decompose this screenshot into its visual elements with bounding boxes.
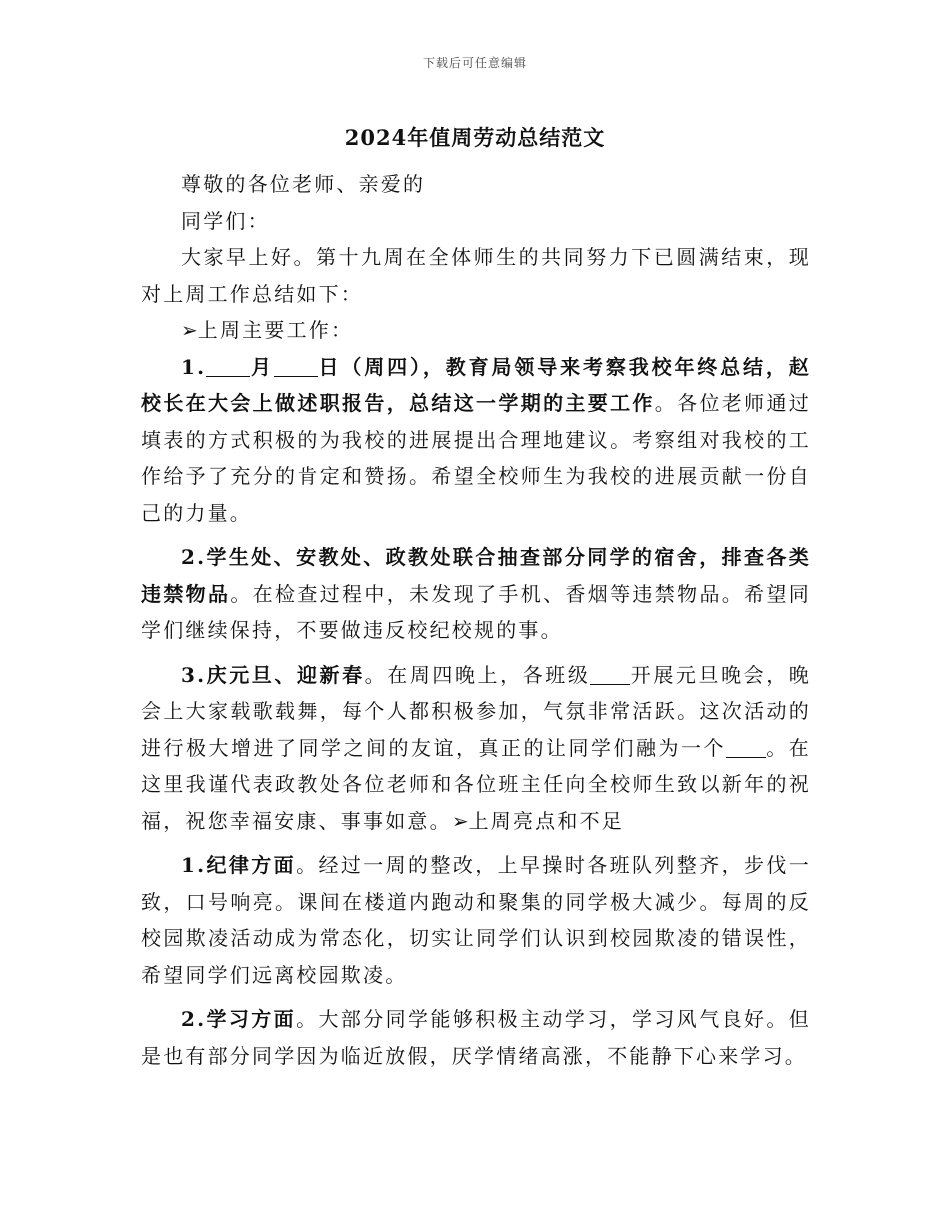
blank-line [206, 354, 250, 377]
greeting-line-2: 同学们： [181, 208, 270, 233]
discipline-text: 。经过一周的整改，上早操时各班队列整齐，步伐一致，口号响亮。课间在楼道内跑动和聚集的同学极大减少。每周的反校园欺凌活动成为常态化，切实让同学们认识到校园欺凌的错误性，希望同学们远离校园欺凌。 [141, 853, 811, 987]
study-text: 。大部分同学能够积极主动学习，学习风气良好。但是也有部分同学因为临近放假，厌学情绪高涨，不能静下心来学习。 [141, 1007, 811, 1068]
arrow-bullet-icon: ➢ [451, 808, 469, 833]
item-3-bold: 3.庆元旦、迎新春 [181, 662, 365, 687]
item-3-text-b: 开展元旦晚会，晚会上大家载歌载舞，每个人都积极参加，气氛非常活跃。这次活动的进行极大增进了同学之间的友谊，真正的让同学们融为一个 [141, 662, 811, 760]
item-2-text: 。在检查过程中，未发现了手机、香烟等违禁物品。希望同学们继续保持，不要做违反校纪校规的事。 [141, 581, 811, 642]
document-title: 2024年值周劳动总结范文 [344, 125, 606, 150]
section-heading-text: 上周主要工作： [197, 318, 354, 342]
item-3-text-c: 。在这里我谨代表政教处各位老师和各位班主任向全校师生致以新年的祝福，祝您幸福安康、事事如意。 [141, 735, 811, 833]
paragraph-study [141, 1001, 811, 1074]
paragraph-discipline [141, 847, 811, 993]
item-1-text: 。各位老师通过填表的方式积极的为我校的进展提出合理地建议。考察组对我校的工作给予了充分的肯定和赞扬。希望全校师生为我校的进展贡献一份自己的力量。 [141, 391, 811, 525]
document-body [141, 166, 811, 1082]
item-1-bold-a: 月 [250, 354, 274, 379]
blank-line [274, 354, 318, 377]
blank-line [590, 662, 630, 685]
intro-paragraph: 大家早上好。第十九周在全体师生的共同努力下已圆满结束，现对上周工作总结如下： [141, 245, 811, 306]
blank-line [726, 735, 766, 758]
discipline-bold: 1.纪律方面 [181, 853, 297, 877]
item-1-bold-b: 日（周四），教育局领导来考察我校年终总结，赵校长在大会上做述职报告，总结这一学期的主要工作 [141, 354, 811, 415]
section-heading-main-work [141, 312, 811, 349]
paragraph-item-2 [141, 539, 811, 649]
item-2-bold: 2.学生处、安教处、政教处联合抽查部分同学的宿舍，排查各类违禁物品 [141, 545, 811, 606]
paragraph-item-1 [141, 349, 811, 532]
header-note: 下载后可任意编辑 [422, 56, 527, 70]
paragraph-item-3 [141, 657, 811, 840]
item-1-number: 1. [181, 354, 207, 379]
greeting-line-1: 尊敬的各位老师、亲爱的 [181, 172, 426, 196]
arrow-bullet-icon: ➢ [181, 318, 198, 342]
item-3-text-a: 。在周四晚上，各班级 [364, 662, 591, 687]
section-heading-highlights: 上周亮点和不足 [468, 808, 624, 833]
study-bold: 2.学习方面 [181, 1007, 297, 1031]
